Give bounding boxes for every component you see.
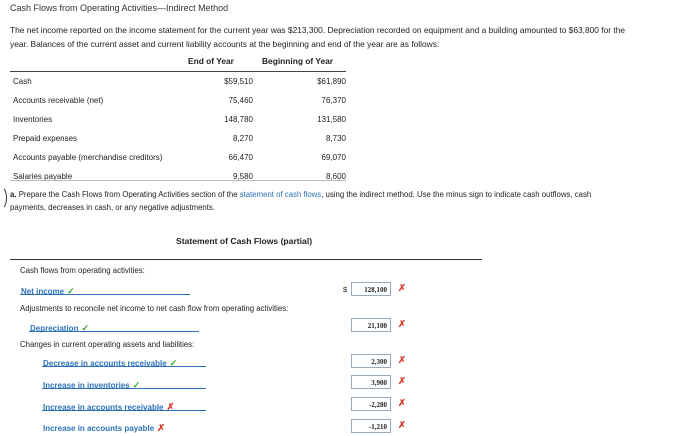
increase-inventories-input[interactable]: 3,900 <box>351 375 391 389</box>
x-icon: ✗ <box>398 283 406 294</box>
row-label: Accounts payable (merchandise creditors) <box>13 153 163 162</box>
page-title: Cash Flows from Operating Activities—Indirect Method <box>10 3 229 13</box>
label-underline <box>42 366 206 367</box>
table-header-rule <box>10 71 346 72</box>
row-end: 8,270 <box>232 134 253 143</box>
row-beginning: 76,370 <box>321 96 346 105</box>
line-label: Increase in accounts payable <box>43 424 155 433</box>
row-end: $59,510 <box>224 77 253 86</box>
statement-of-cash-flows-link[interactable]: statement of cash flows <box>239 190 322 199</box>
table-row <box>10 115 346 131</box>
line-depreciation[interactable] <box>30 318 89 336</box>
row-label: Accounts receivable (net) <box>13 96 104 105</box>
row-label: Inventories <box>13 115 53 124</box>
statement-rule <box>10 259 482 260</box>
row-beginning: $61,890 <box>317 77 346 86</box>
label-underline <box>29 331 199 332</box>
line-label: Depreciation <box>30 324 79 333</box>
decrease-ar-input[interactable]: 2,300 <box>351 354 391 368</box>
table-row <box>10 77 346 93</box>
depreciation-input[interactable]: 21,100 <box>351 318 391 332</box>
row-label: Prepaid expenses <box>13 134 78 143</box>
table-row <box>10 96 346 112</box>
table-row <box>10 134 346 150</box>
section-label: Cash flows from operating activities: <box>20 266 145 275</box>
increase-ar-input[interactable]: -2,280 <box>351 397 391 411</box>
adjustments-label: Adjustments to reconcile net income to net cash flow from operating activities: <box>20 304 289 313</box>
x-icon: ✗ <box>166 402 175 413</box>
question-text-1: Prepare the Cash Flows from Operating Activities section of the <box>18 190 238 199</box>
x-icon: ✗ <box>398 398 406 409</box>
question-marker-icon <box>0 186 7 210</box>
x-icon: ✗ <box>398 420 406 431</box>
table-bottom-rule <box>10 180 346 181</box>
line-decrease-ar[interactable] <box>43 353 177 371</box>
intro-line-1: The net income reported on the income statement for the current year was $213,300. Depreciation recorded on equipment and a building amounted to $63,800 for the <box>10 25 626 35</box>
line-increase-ar[interactable] <box>43 397 174 415</box>
row-beginning: 69,070 <box>321 153 346 162</box>
line-net-income[interactable] <box>21 281 75 299</box>
intro-line-2: year. Balances of the current asset and current liability accounts at the beginning and end of the year are as follows: <box>10 39 440 49</box>
table-row <box>10 153 346 169</box>
question-text <box>10 188 700 214</box>
check-icon: ✓ <box>81 323 90 333</box>
problem-intro <box>10 23 690 51</box>
row-end: 75,460 <box>228 96 253 105</box>
line-increase-ap[interactable] <box>43 418 165 436</box>
changes-label: Changes in current operating assets and liabilities: <box>20 340 195 349</box>
increase-ap-input[interactable]: -1,210 <box>351 419 391 433</box>
question-line-2: payments, decreases in cash, or any negative adjustments. <box>10 203 215 212</box>
row-end: 148,780 <box>224 115 253 124</box>
row-beginning: 131,580 <box>317 115 346 124</box>
row-beginning: 8,730 <box>325 134 346 143</box>
line-increase-inventories[interactable] <box>43 375 140 393</box>
dollar-sign: $ <box>343 285 348 294</box>
question-prefix: a. <box>10 190 17 199</box>
question-text-2: , using the indirect method. Use the minus sign to indicate cash outflows, cash <box>321 190 592 199</box>
line-label: Increase in accounts receivable <box>43 403 164 412</box>
row-end: 66,470 <box>228 153 253 162</box>
net-income-input[interactable]: 128,100 <box>351 282 391 296</box>
check-icon: ✓ <box>132 380 141 390</box>
x-icon: ✗ <box>398 355 406 366</box>
label-underline <box>42 410 206 411</box>
check-icon: ✓ <box>169 358 178 368</box>
label-underline <box>42 388 206 389</box>
header-beginning-of-year: Beginning of Year <box>262 56 334 66</box>
row-beginning: 8,600 <box>325 172 346 181</box>
row-label: Salaries payable <box>13 172 73 181</box>
x-icon: ✗ <box>398 319 406 330</box>
line-label: Increase in inventories <box>43 381 130 390</box>
line-label: Decrease in accounts receivable <box>43 359 167 368</box>
x-icon: ✗ <box>398 376 406 387</box>
x-icon: ✗ <box>157 423 166 434</box>
row-label: Cash <box>13 77 32 86</box>
row-end: 9,580 <box>232 172 253 181</box>
line-label: Net income <box>21 287 65 296</box>
statement-title: Statement of Cash Flows (partial) <box>176 236 313 246</box>
check-icon: ✓ <box>67 286 75 296</box>
header-end-of-year: End of Year <box>188 56 234 66</box>
label-underline <box>20 294 190 295</box>
